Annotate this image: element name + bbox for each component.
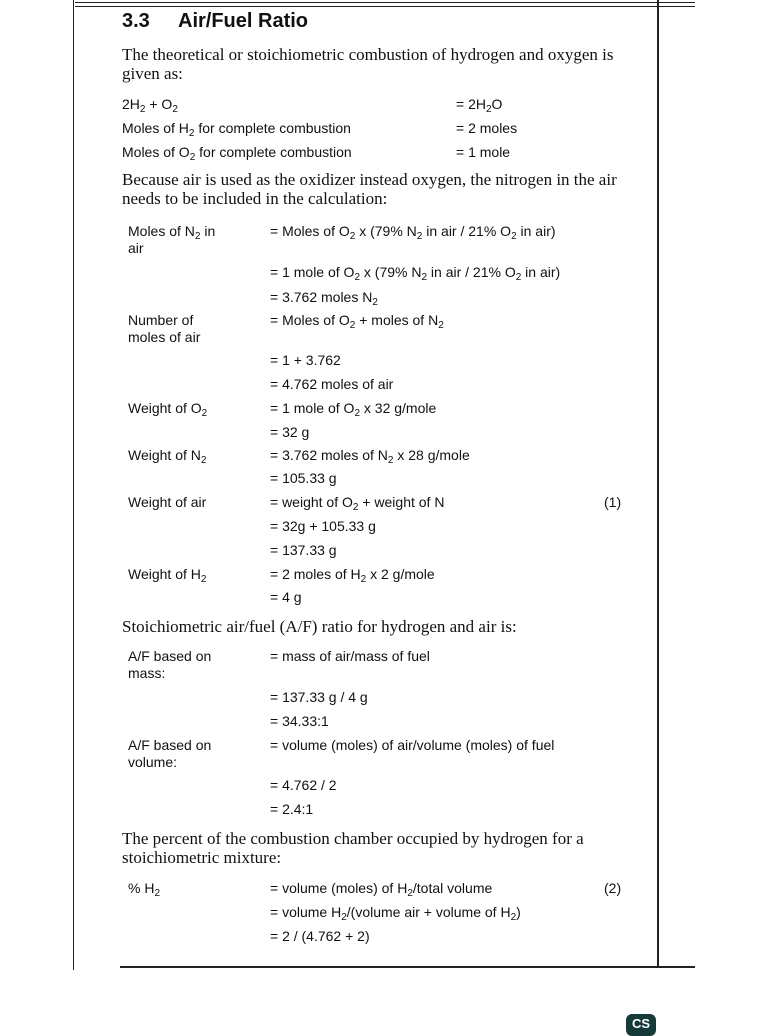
moles-n2-line-1: = Moles of $O_2$ x (79% $N_2$ in air / 21% $O_2$ in air) xyxy=(270,223,556,242)
moles-n2-label: Moles of $N_2$ in air xyxy=(128,223,216,256)
weight-n2-label: Weight of $N_2$ xyxy=(128,447,207,466)
bottom-rule xyxy=(120,966,695,968)
weight-air-label: Weight of air xyxy=(128,494,207,510)
intro-paragraph: The theoretical or stoichiometric combustion of hydrogen and oxygen is given as: xyxy=(122,45,614,83)
h2-moles-value: = 2 moles xyxy=(456,120,518,136)
weight-h2-line-1: = 2 moles of $H_2$ x 2 g/mole xyxy=(270,566,435,585)
moles-n2-line-3: = 3.762 moles $N_2$ xyxy=(270,289,378,308)
weight-o2-line-1: = 1 mole of $O_2$ x 32 g/mole xyxy=(270,400,437,419)
af-mass-line-1: = mass of air/mass of fuel xyxy=(270,648,430,664)
number-moles-line-1: = Moles of $O_2$ + moles of $N_2$ xyxy=(270,312,444,331)
af-mass-line-3: = 34.33:1 xyxy=(270,713,329,729)
reaction-lhs: $2H_2 + O_2$ xyxy=(122,96,178,115)
h2-moles-label: Moles of $H_2$ for complete combustion xyxy=(122,120,351,139)
equation-number-1: (1) xyxy=(604,494,622,510)
weight-air-line-3: = 137.33 g xyxy=(270,542,337,558)
left-margin-rule xyxy=(73,0,74,970)
section-heading xyxy=(122,10,308,33)
nitrogen-paragraph: Because air is used as the oxidizer instead oxygen, the nitrogen in the air needs to be included in the calculation: xyxy=(122,170,617,208)
percent-h2-line-2: = volume $H_2/(volume$ air + volume of $H_2$) xyxy=(270,904,521,923)
o2-moles-value: = 1 mole xyxy=(456,144,511,160)
number-moles-line-2: = 1 + 3.762 xyxy=(270,352,341,368)
number-moles-line-3: = 4.762 moles of air xyxy=(270,376,394,392)
percent-paragraph: The percent of the combustion chamber occupied by hydrogen for a stoichiometric mixture: xyxy=(122,829,584,867)
top-rule-inner xyxy=(75,6,695,7)
percent-h2-line-3: = 2 / (4.762 + 2) xyxy=(270,928,370,944)
weight-air-line-1: = weight of $O_2$ + weight of N xyxy=(270,494,445,513)
af-mass-label: A/F based on mass: xyxy=(128,648,212,681)
percent-h2-label: % $H_2$ xyxy=(128,880,161,899)
weight-n2-line-1: = 3.762 moles of $N_2$ x 28 g/mole xyxy=(270,447,470,466)
af-volume-line-2: = 4.762 / 2 xyxy=(270,777,337,793)
weight-n2-line-2: = 105.33 g xyxy=(270,470,337,486)
section-number: 3.3 xyxy=(122,10,150,32)
af-volume-line-1: = volume (moles) of air/volume (moles) of fuel xyxy=(270,737,555,753)
camscanner-badge: CS xyxy=(626,1014,656,1036)
weight-air-line-2: = 32g + 105.33 g xyxy=(270,518,376,534)
o2-moles-label: Moles of $O_2$ for complete combustion xyxy=(122,144,352,163)
af-mass-line-2: = 137.33 g / 4 g xyxy=(270,689,368,705)
section-title: Air/Fuel Ratio xyxy=(178,10,309,32)
af-volume-label: A/F based on volume: xyxy=(128,737,212,770)
reaction-rhs: = $2H_2O$ xyxy=(456,96,503,115)
top-rule xyxy=(75,2,695,3)
af-volume-line-3: = 2.4:1 xyxy=(270,801,314,817)
weight-h2-label: Weight of $H_2$ xyxy=(128,566,207,585)
number-moles-air-label: Number of moles of air xyxy=(128,312,201,345)
weight-h2-line-2: = 4 g xyxy=(270,589,302,605)
equation-number-2: (2) xyxy=(604,880,622,896)
percent-h2-line-1: = volume (moles) of $H_2$/total volume xyxy=(270,880,493,899)
moles-n2-line-2: = 1 mole of $O_2$ x (79% $N_2$ in air / 21% $O_2$ in air) xyxy=(270,264,561,283)
weight-o2-line-2: = 32 g xyxy=(270,424,310,440)
weight-o2-label: Weight of $O_2$ xyxy=(128,400,208,419)
ratio-paragraph: Stoichiometric air/fuel (A/F) ratio for hydrogen and air is: xyxy=(122,617,517,636)
right-margin-rule xyxy=(657,0,659,968)
